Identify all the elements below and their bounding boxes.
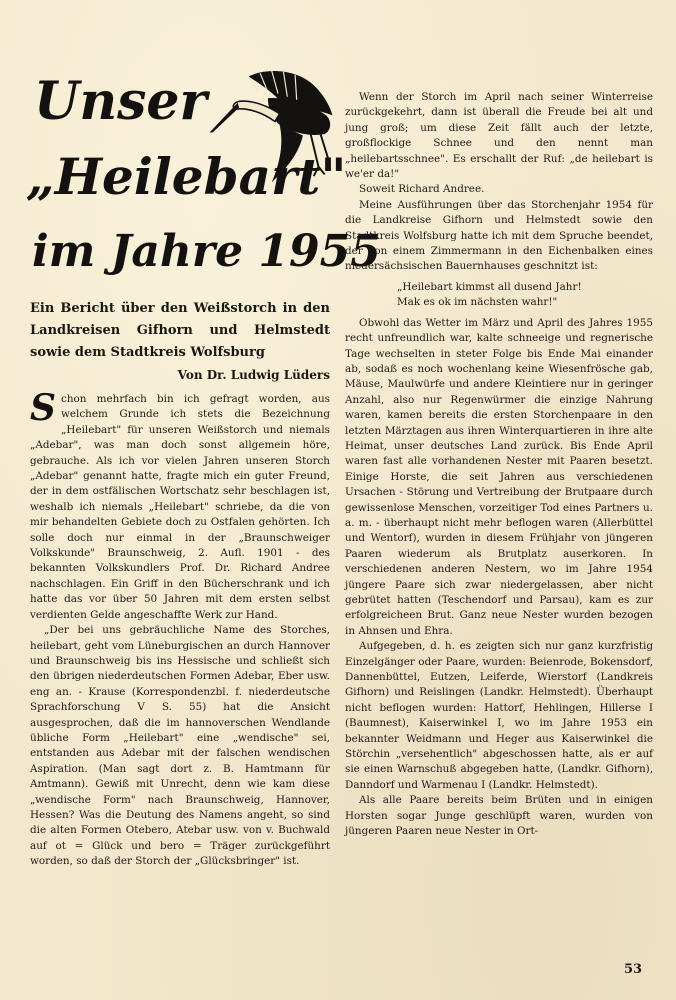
paragraph: Wenn der Storch im April nach seiner Winterreise zurückgekehrt, dann ist überall die Freude bei alt und jung groß; um diese Zeit fällt auch der letzte, großflockige Schnee und den nennt man „heilebartsschnee". Es erschallt der Ruf: „de heilebart is we'er da!"	[345, 91, 653, 181]
left-column	[30, 387, 330, 870]
right-column	[345, 90, 653, 840]
paragraph	[30, 387, 330, 623]
paragraph: Aufgegeben, d. h. es zeigten sich nur ganz kurzfristig Einzelgänger oder Paare, wurden: Beienrode, Bokensdorf, Dannenbüttel, Eutzen, Leiferde, Wierstorf (Landkreis Gifhorn) und Reislingen (Landkr. Helmstedt). Überhaupt nicht beflogen wurden: Hattorf, Hehlingen, Hillerse I (Baumnest), Kaiserwinkel I, wo im Jahre 1953 ein bekannter Weidmann und Heger aus Kaiserwinkel die Störchin „versehentlich" abgeschossen hatte, als er auf sie einen Warnschuß abgegeben hatte, (Landkr. Gifhorn), Danndorf und Warmenau I (Landkr. Helmstedt).	[345, 640, 653, 791]
article-subtitle: Ein Bericht über den Weißstorch in den Landkreisen Gifhorn und Helmstedt sowie dem Stadtkreis Wolfsburg	[30, 301, 330, 360]
verse-quote	[345, 280, 653, 311]
left-stack	[26, 66, 381, 870]
paragraph: Meine Ausführungen über das Storchenjahr 1954 für die Landkreise Gifhorn und Helmstedt sowie den Stadtkreis Wolfsburg hatte ich mit dem Spruche beendet, der von einem Zimmermann in den Eichenbalken eines niedersächsischen Bauernhauses geschnitzt ist:	[345, 198, 653, 273]
title-line-3: im Jahre 1955	[32, 226, 381, 277]
title-block	[26, 66, 381, 292]
paragraph: Soweit Richard Andree.	[359, 183, 485, 196]
drop-cap: S	[30, 387, 56, 429]
paragraph: „Der bei uns gebräuchliche Name des Storches, heilebart, geht vom Lüneburgischen an durch Hannover und Braunschweig bis ins Hessische und schließt sich den übrigen niederdeutschen Formen Adebar, Eber usw. eng an. - Krause (Korrespondenzbl. f. niederdeutsche Sprachforschung V S. 55) hat die Ansicht ausgesprochen, daß die im hannoverschen Wendlande übliche Form „Heilebart" eine „wendische" sei, entstanden aus Adebar mit der falschen wendischen Aspiration. (Man sagt dort z. B. Hamtmann für Amtmann). Gewiß mit Unrecht, denn wie kam diese „wendische Form" nach Braunschweig, Hannover, Hessen? Was die Deutung des Namens angeht, so sind die alten Formen Otebero, Atebar usw. von v. Buchwald auf ot = Glück und bero = Träger zurückgeführt worden, so daß der Storch der „Glücksbringer" ist.	[30, 624, 330, 868]
page-number: 53	[624, 962, 643, 977]
paragraph: Obwohl das Wetter im März und April des Jahres 1955 recht unfreundlich war, kalte schneeige und regnerische Tage wechselten in steter Folge bis Ende Mai einander ab, sodaß es noch wochenlang keine Wiesenfrösche gab, Mäuse, Maulwürfe und andere Kleintiere nur in geringer Anzahl, also nur Regenwürmer die einzige Nahrung waren, kamen bereits die ersten Storchenpaare in den letzten Märztagen aus ihren Winterquartieren in ihre alte Heimat, unser deutsches Land zurück. Bis Ende April waren fast alle vorhandenen Nester mit Paaren besetzt. Einige Horste, die seit Jahren aus verschiedenen Ursachen - Störung und Vertreibung der Brutpaare durch gewissenlose Menschen, vorzeitiger Tod eines Partners u. a. m. - überhaupt nicht mehr beflogen waren (Allerbüttel und Wentorf), wurden in diesem Frühjahr von jüngeren Paaren wiederum als Brutplatz auserkoren. In verschiedenen anderen Nestern, wo im Jahre 1954 jüngere Paare sich zwar niedergelassen, aber nicht gebrütet hatten (Teschendorf und Parsau), kam es zur erfolgreicheen Brut. Ganz neue Nester wurden bezogen in Ahnsen und Ehra.	[345, 316, 653, 637]
title-line-2: „Heilebart"	[26, 147, 347, 206]
verse-line: Mak es ok im nächsten wahr!"	[397, 296, 558, 309]
paragraph-text: chon mehrfach bin ich gefragt worden, aus welchem Grunde ich stets die Bezeichnung „Heilebart" für unseren Weißstorch und niemals „Adebar", was man doch sonst allgemein höre, gebrauche. Als ich vor vielen Jahren unseren Storch „Adebar" genannt hatte, fragte mich ein guter Freund, der in dem ostfälischen Wortschatz sehr beschlagen ist, weshalb ich niemals „Heilebart" schriebe, da die von mir behandelten Gebiete doch zu Ostfalen gehörten. Ich solle doch nur einmal in der „Braunschweiger Volkskunde" Braunschweig, 2. Aufl. 1901 - des bekannten Volkskundlers Prof. Dr. Richard Andree nachschlagen. Ein Griff in den Bücherschrank und ich hatte das vor über 50 Jahren mit dem ersten selbst verdienten Gelde angeschaffte Werk zur Hand.	[30, 393, 330, 621]
paragraph: Als alle Paare bereits beim Brüten und in einigen Horsten sogar Junge geschlüpft waren, wurden von jüngeren Paaren neue Nester in Ort-	[345, 794, 653, 838]
verse-line: „Heilebart kimmst all dusend Jahr!	[397, 280, 582, 293]
title-line-1: Unser	[34, 71, 207, 132]
article-author: Von Dr. Ludwig Lüders	[177, 368, 330, 382]
